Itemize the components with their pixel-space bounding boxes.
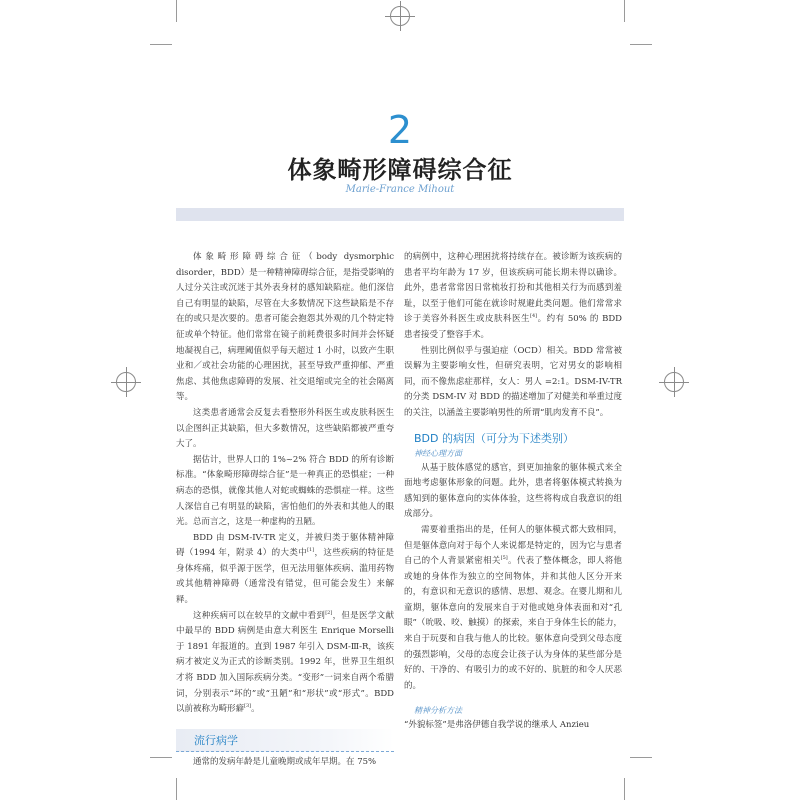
citation: [1] — [307, 547, 315, 554]
crop-mark — [630, 757, 652, 758]
crop-mark — [630, 44, 652, 45]
citation: [4] — [530, 313, 538, 320]
crop-mark — [176, 778, 177, 800]
registration-mark-icon — [116, 372, 136, 392]
crop-mark — [176, 0, 177, 22]
citation: [5] — [500, 555, 508, 562]
subheading-psychoanalysis: 精神分析方法 — [414, 706, 462, 716]
registration-mark-icon — [664, 372, 684, 392]
crop-mark — [150, 757, 172, 758]
subheading-neuropsychology: 神经心理方面 — [414, 448, 462, 458]
chapter-title: 体象畸形障碍综合征 — [287, 156, 513, 184]
chapter-number: 2 — [387, 108, 413, 152]
paragraph: 性别比例似乎与强迫症（OCD）相关。BDD 常常被误解为主要影响女性，但研究表明，它对男女的影响相同，而不像焦虑症那样，女人：男人 =2:1。DSM-IV-TR 的分类 DSM-IV 对 BDD 的描述增加了对健美和举重过度的关注，以涵盖主要影响男性的所谓“肌肉发育不良”。 — [404, 345, 622, 418]
paragraph: “外貌标签”是弗洛伊德自我学说的继承人 Anzieu — [404, 720, 590, 731]
section-heading-epidemiology: 流行病学 — [176, 729, 394, 752]
section-heading-etiology: BDD 的病因（可分为下述类别） — [414, 431, 574, 445]
citation: [3] — [244, 703, 252, 710]
paragraph: BDD 由 DSM-IV-TR 定义，并被归类于躯体精神障碍（1994 年，附录 4）的大类中[1]，这些疾病的特征是身体疼痛，似乎源于医学，但无法用躯体疾病、滥用药物或其他精神障碍（通常没有错觉，但可能会发生）来解释。 — [176, 532, 394, 606]
paragraph: 这类患者通常会反复去看整形外科医生或皮肤科医生以企图纠正其缺陷，但大多数情况，这些缺陷都被严重夸大了。 — [176, 407, 394, 450]
citation: [2] — [325, 609, 333, 616]
registration-mark-icon — [390, 6, 410, 26]
paragraph: 通常的发病年龄是儿童晚期或成年早期。在 75% — [193, 756, 377, 767]
crop-mark — [150, 44, 172, 45]
crop-mark — [624, 778, 625, 800]
paragraph: 据估计，世界人口的 1%~2% 符合 BDD 的所有诊断标准。“体象畸形障碍综合征”是一种真正的恐惧症；一种病态的恐惧，就像其他人对蛇或蜘蛛的恐惧症一样。这些人深信自己有明显的缺陷，害怕他们的外表和其他人的眼光。总而言之，这是一种虚构的丑陋。 — [176, 454, 394, 528]
left-column — [176, 250, 394, 770]
paragraph: 这种疾病可以在较早的文献中看到[2]，但是医学文献中最早的 BDD 病例是由意大利医生 Enrique Morselli 于 1891 年报道的。直到 1987 年引入 DSM-Ⅲ-R，该疾病才被定义为正式的诊断类别。1992 年，世界卫生组织才将 BDD 加入国际疾病分类。“变形”一词来自两个希腊词，分别表示“坏的”或“丑陋”和“形状”或“形式”。BDD 以前被称为畸形癖[3]。 — [176, 609, 394, 715]
paragraph: 从基于肢体感觉的感官，到更加抽象的躯体模式来全面地考虑躯体形象的问题。此外，患者将躯体模式转换为感知到的躯体意向的实体体验，这些将构成自我意识的组成部分。 — [404, 462, 622, 520]
chapter-author: Marie-France Mihout — [345, 184, 455, 195]
title-band — [176, 208, 624, 221]
paragraph: 需要着重指出的是，任何人的躯体模式都大致相同，但是躯体意向对于每个人来说都是特定的，因为它与患者自己的个人背景紧密相关[5]。代表了整体概念，即人将他或她的身体作为独立的空间物体，并和其他人区分开来的，有意识和无意识的感情、思想、观念。在婴儿期和儿童期，躯体意向的发展来自于对他或她身体表面和对“孔眼”（吮吸、咬、触摸）的探索，来自于身体生长的能力，来自于玩耍和自我与他人的比较。躯体意向受到父母态度的强烈影响，父母的态度会让孩子认为身体的某些部分是好的、干净的、有吸引力的或不好的、肮脏的和令人厌恶的。 — [404, 524, 622, 691]
paragraph: 体象畸形障碍综合征（body dysmorphic disorder，BDD）是一种精神障碍综合征，是指受影响的人过分关注或沉迷于其外表身材的感知缺陷症。他们深信自己有明显的缺陷，尽管在大多数情况下这些缺陷是不存在的或只是次要的。患者可能会抱怨其外观的几个特定特征或单个特征。他们常常在镜子前耗费很多时间并会怀疑地凝视自己，病理阈值似乎每天超过 1 小时，以致产生职业和／或社会功能的心理困扰，甚至导致严重抑郁、严重焦虑、其他焦虑障碍的发展、社交退缩或完全的社会隔离等。 — [176, 252, 394, 403]
right-column — [404, 250, 622, 734]
paragraph: 的病例中，这种心理困扰将持续存在。被诊断为该疾病的患者平均年龄为 17 岁，但该疾病可能长期未得以确诊。此外，患者常常因日常梳妆打扮和其他相关行为而感到羞耻，以至于他们可能在就诊时规避此类问题。他们常常求诊于美容外科医生或皮肤科医生[4]。约有 50% 的 BDD 患者接受了整容手术。 — [404, 252, 622, 340]
crop-mark — [624, 0, 625, 22]
